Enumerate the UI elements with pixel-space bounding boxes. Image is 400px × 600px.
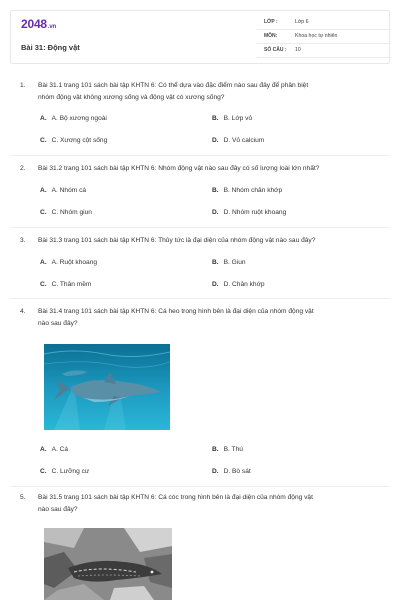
question-number: 5. — [20, 494, 26, 501]
option-b[interactable]: B. B. Nhóm chân khớp — [212, 187, 283, 194]
question-text-line2: nào sau đây? — [38, 320, 78, 327]
question-number: 3. — [20, 237, 26, 244]
question-number: 2. — [20, 165, 26, 172]
question-text-line1: Bài 31.4 trang 101 sách bài tập KHTN 6: Cá heo trong hình bên là đại diện của nhóm động vật — [38, 308, 314, 315]
question-number: 4. — [20, 308, 26, 315]
question-text-line1: Bài 31.1 trang 101 sách bài tập KHTN 6: Có thể dựa vào đặc điểm nào sau đây để phân biệt — [38, 82, 309, 89]
logo-suffix: .vn — [47, 24, 56, 30]
meta-count-value: 10 — [295, 47, 301, 53]
option-a[interactable]: A. A. Ruột khoang — [40, 259, 98, 266]
amphibian-photo — [44, 528, 172, 600]
meta-subject-label: MÔN: — [264, 33, 278, 39]
meta-count-label: SỐ CÂU : — [264, 47, 287, 53]
question-text-line2: nhóm động vật không xương sống và động vật có xương sống? — [38, 94, 225, 101]
divider — [10, 155, 390, 156]
question-text-line1: Bài 31.2 trang 101 sách bài tập KHTN 6: Nhóm động vật nào sau đây có số lượng loài lớn nhất? — [38, 165, 320, 172]
amphibian-image — [44, 528, 172, 600]
question-text-line1: Bài 31.5 trang 101 sách bài tập KHTN 6: Cá cóc trong hình bên là đại diện của nhóm động vật — [38, 494, 313, 501]
option-d[interactable]: D. D. Nhóm ruột khoang — [212, 209, 287, 216]
divider — [10, 486, 390, 487]
meta-subject-value: Khoa học tự nhiên — [295, 33, 338, 39]
page-title: Bài 31: Động vật — [21, 43, 80, 52]
dolphin-photo — [44, 344, 170, 430]
dolphin-image — [44, 344, 170, 430]
logo-text: 2048 — [21, 17, 47, 31]
meta-grade-label: LỚP : — [264, 19, 278, 25]
option-b[interactable]: B. B. Lớp vỏ — [212, 115, 253, 122]
option-a[interactable]: A. A. Bộ xương ngoài — [40, 115, 107, 122]
meta-grade — [257, 16, 391, 30]
quiz-header — [10, 10, 390, 64]
divider — [10, 298, 390, 299]
question-text-line2: nào sau đây? — [38, 506, 78, 513]
option-c[interactable]: C. C. Nhóm giun — [40, 209, 92, 216]
option-d[interactable]: D. D. Bò sát — [212, 468, 251, 475]
meta-grade-value: Lớp 6 — [295, 19, 309, 25]
option-a[interactable]: A. A. Cá — [40, 446, 69, 453]
question-number: 1. — [20, 82, 26, 89]
divider — [10, 227, 390, 228]
option-d[interactable]: D. D. Chân khớp — [212, 281, 265, 288]
option-a[interactable]: A. A. Nhóm cá — [40, 187, 87, 194]
option-c[interactable]: C. C. Thân mềm — [40, 281, 92, 288]
question-text-line1: Bài 31.3 trang 101 sách bài tập KHTN 6: Thủy tức là đại diện của nhóm động vật nào sau đây? — [38, 237, 316, 244]
site-logo[interactable] — [21, 17, 56, 31]
option-c[interactable]: C. C. Xương cột sống — [40, 137, 108, 144]
meta-subject — [257, 30, 391, 44]
option-b[interactable]: B. B. Thú — [212, 446, 243, 453]
meta-count — [257, 44, 391, 58]
option-c[interactable]: C. C. Lưỡng cư — [40, 468, 90, 475]
option-d[interactable]: D. D. Vỏ calcium — [212, 137, 265, 144]
option-b[interactable]: B. B. Giun — [212, 259, 246, 266]
